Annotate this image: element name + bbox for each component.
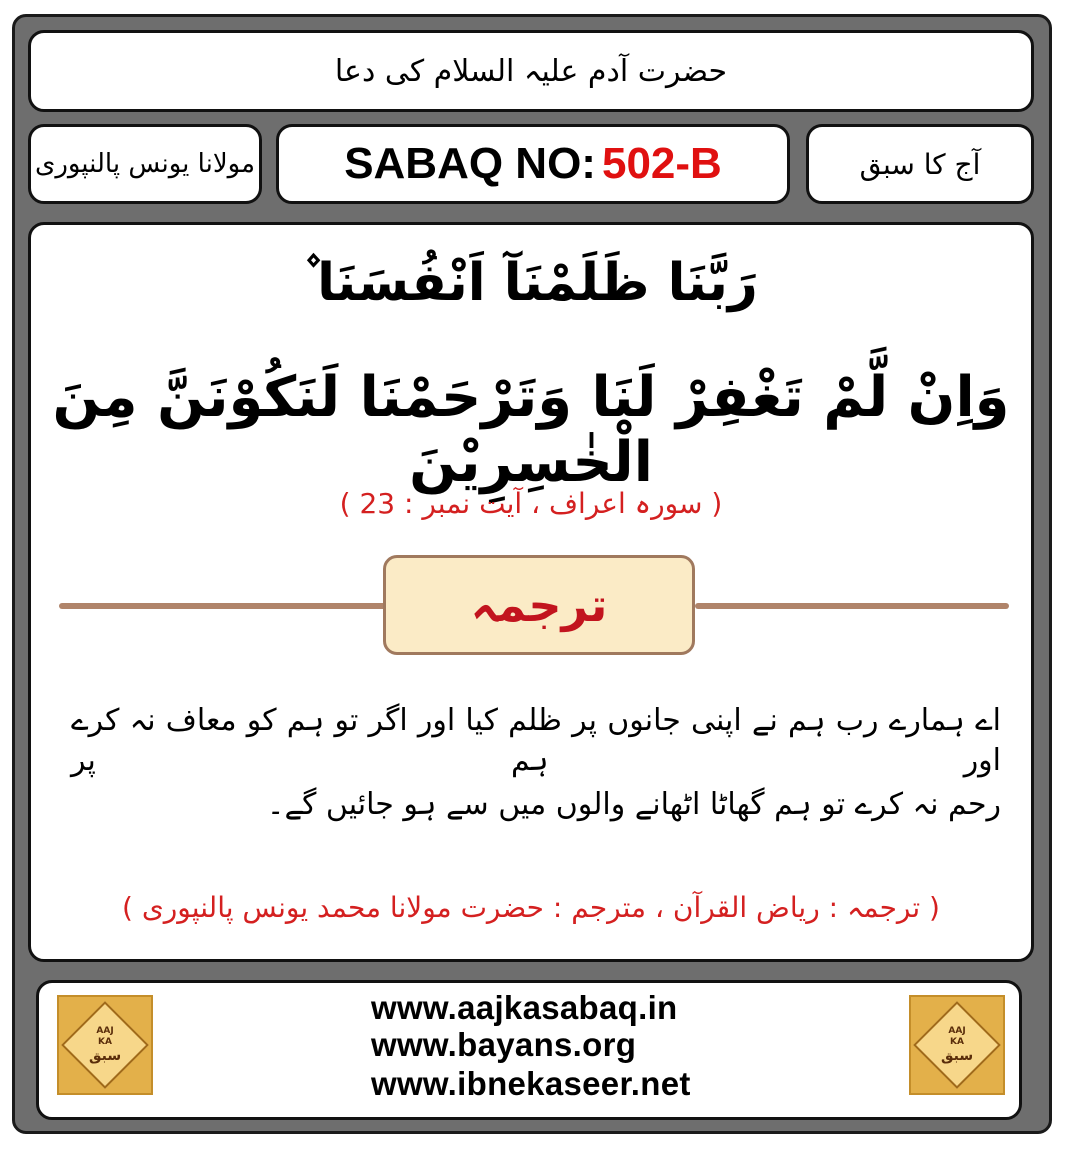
logo-text-line2: KA <box>950 1036 964 1047</box>
translation-line-1: اے ہمارے رب ہم نے اپنی جانوں پر ظلم کیا اور اگر تو ہم کو معاف نہ کرے اور ہم پر <box>71 703 1001 778</box>
aaj-ka-sabaq-logo-left <box>57 995 153 1095</box>
logo-diamond-right <box>913 1001 1001 1089</box>
logo-text-line3: سبق <box>940 1047 974 1064</box>
divider-right <box>695 603 1009 609</box>
translation-line-2: رحم نہ کرے تو ہم گھاٹا اٹھانے والوں میں سے ہو جائیں گے۔ <box>266 787 1001 822</box>
sabaq-number-box <box>276 124 790 204</box>
title-box <box>28 30 1034 112</box>
today-lesson-label: آج کا سبق <box>859 147 981 181</box>
logo-diamond-left <box>61 1001 149 1089</box>
author-name: مولانا یونس پالنپوری <box>34 149 256 179</box>
logo-text-line1: AAJ <box>948 1025 966 1036</box>
website-link-aajkasabaq[interactable]: www.aajkasabaq.in <box>371 989 678 1026</box>
author-box <box>28 124 262 204</box>
aaj-ka-sabaq-logo-right <box>909 995 1005 1095</box>
ayah-line-2: وَاِنْ لَّمْ تَغْفِرْ لَنَا وَتَرْحَمْنَا لَنَكُوْنَنَّ مِنَ الْخٰسِرِيْنَ <box>52 365 1010 495</box>
logo-text-line3: سبق <box>88 1047 122 1064</box>
sabaq-number: 502-B <box>601 139 722 188</box>
logo-text-line2: KA <box>98 1036 112 1047</box>
translation-heading-box <box>383 555 695 655</box>
footer-box <box>36 980 1022 1120</box>
page-title: حضرت آدم علیہ السلام کی دعا <box>334 53 728 89</box>
logo-text-line1: AAJ <box>96 1025 114 1036</box>
translation-heading: ترجمہ <box>470 578 608 632</box>
today-lesson-box <box>806 124 1034 204</box>
sabaq-label: SABAQ NO: <box>344 139 596 188</box>
website-link-bayans[interactable]: www.bayans.org <box>371 1026 637 1063</box>
ayah-line-1: رَبَّنَا ظَلَمْنَآ اَنْفُسَنَا ۫ <box>304 253 758 313</box>
divider-left <box>59 603 389 609</box>
surah-reference: ( سورہ اعراف ، آیت نمبر : 23 ) <box>339 487 723 520</box>
website-link-ibnekaseer[interactable]: www.ibnekaseer.net <box>371 1065 691 1102</box>
main-content-box <box>28 222 1034 962</box>
translation-credit: ( ترجمہ : ریاض القرآن ، مترجم : حضرت مولانا محمد یونس پالنپوری ) <box>122 891 940 924</box>
